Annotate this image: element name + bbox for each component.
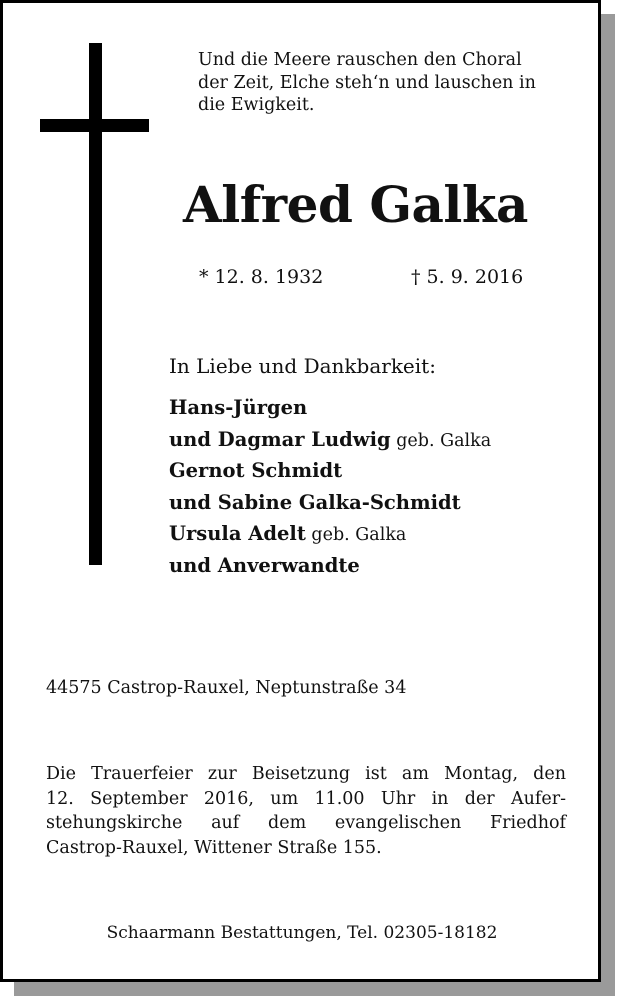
mourner-name: Ursula Adelt <box>169 522 306 545</box>
mourner-entry <box>169 551 491 583</box>
mourner-entry <box>169 393 491 425</box>
mourner-name: Hans-Jürgen <box>169 396 308 419</box>
poem-quote <box>198 49 588 117</box>
family-address: 44575 Castrop-Rauxel, Neptunstraße 34 <box>46 678 407 698</box>
poem-line: der Zeit, Elche steh‘n und lauschen in <box>198 72 536 93</box>
cross-icon-horizontal-bar <box>40 119 149 132</box>
mourners-intro: In Liebe und Dankbarkeit: <box>169 354 436 378</box>
mourners-list <box>169 393 491 582</box>
deceased-name: Alfred Galka <box>183 175 528 234</box>
mourner-name: und Anverwandte <box>169 553 360 577</box>
poem-line: die Ewigkeit. <box>198 95 315 115</box>
undertaker-contact: Schaarmann Bestattungen, Tel. 02305-18182 <box>106 923 498 943</box>
mourner-suffix: geb. Galka <box>305 525 407 545</box>
mourner-name: und Dagmar Ludwig <box>169 427 391 451</box>
service-line: stehungskirche auf dem evangelischen Friedhof <box>46 813 566 833</box>
funeral-service-notice <box>46 762 566 860</box>
death-date: † 5. 9. 2016 <box>411 266 524 288</box>
birth-date: * 12. 8. 1932 <box>199 266 324 288</box>
poem-line: Und die Meere rauschen den Choral <box>198 50 522 70</box>
service-line: 12. September 2016, um 11.00 Uhr in der Aufer- <box>46 788 566 809</box>
mourner-name: und Sabine Galka-Schmidt <box>169 490 461 514</box>
mourner-entry <box>169 425 491 457</box>
service-line: Die Trauerfeier zur Beisetzung ist am Montag, den <box>46 764 566 784</box>
mourner-entry <box>169 488 491 520</box>
mourner-name: Gernot Schmidt <box>169 459 343 482</box>
service-line: Castrop-Rauxel, Wittener Straße 155. <box>46 837 382 858</box>
mourner-entry <box>169 456 491 488</box>
mourner-suffix: geb. Galka <box>390 430 492 451</box>
mourner-entry <box>169 519 491 551</box>
